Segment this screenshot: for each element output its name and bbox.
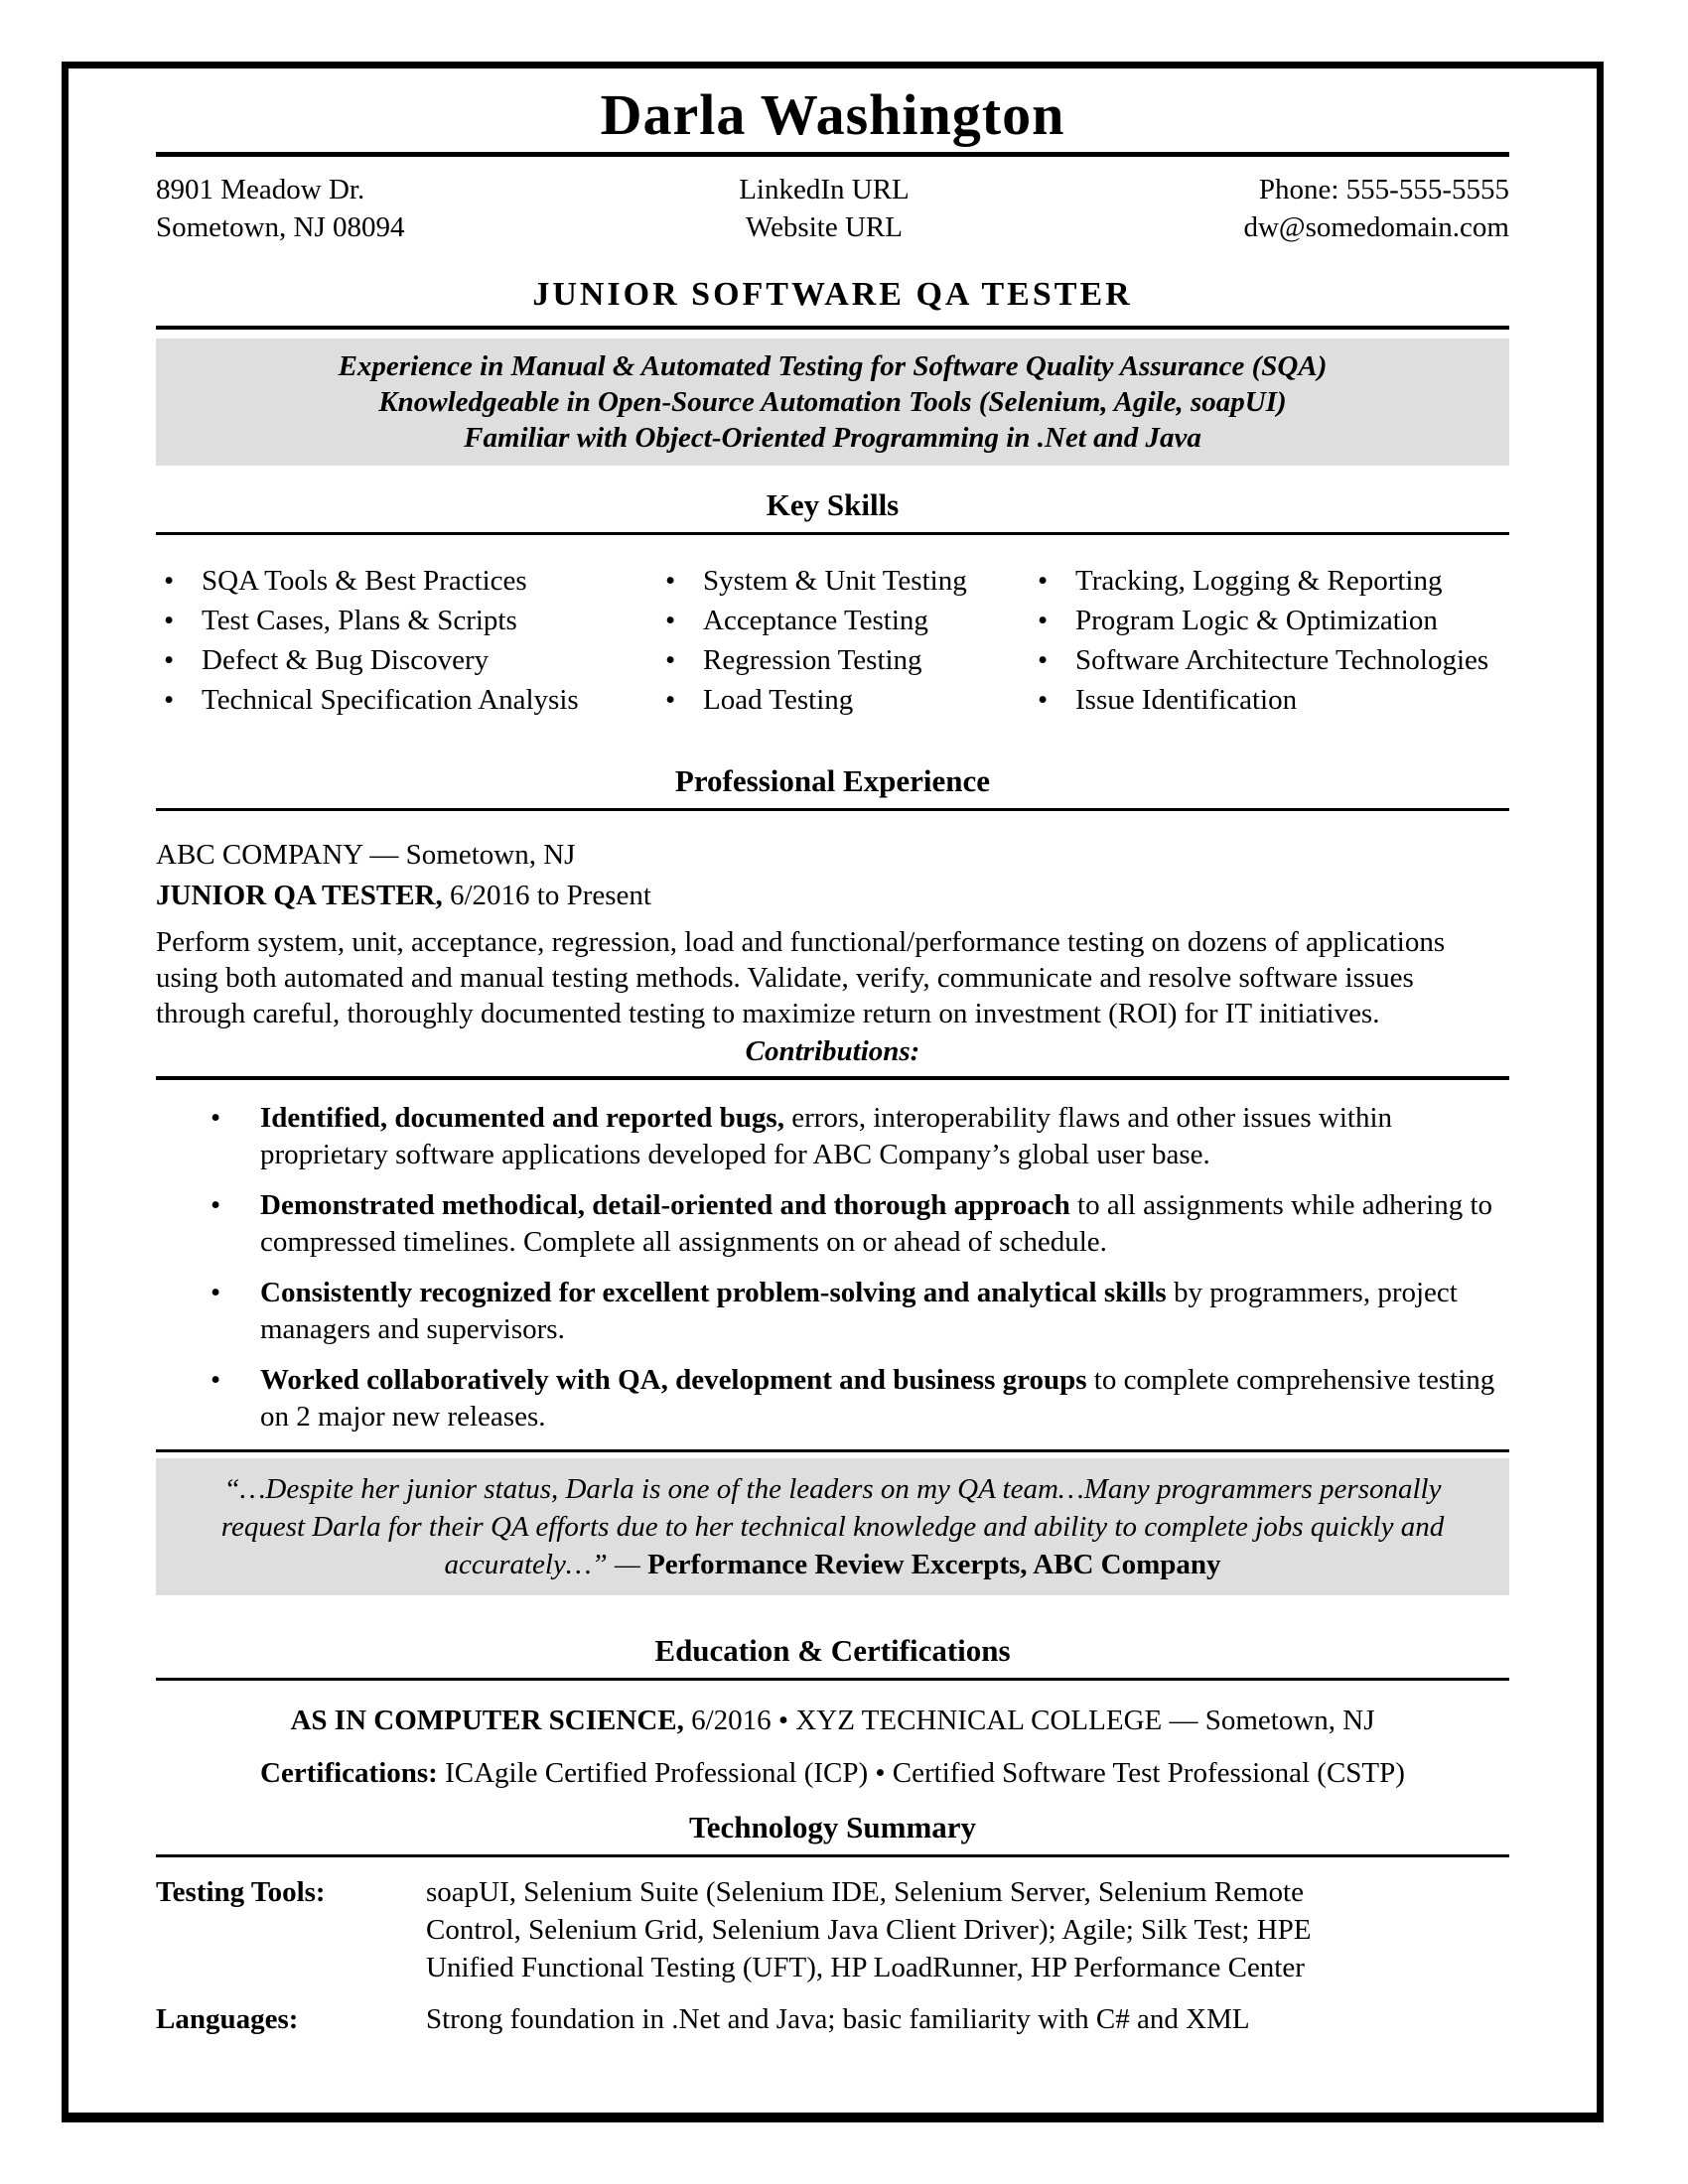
tech-value: soapUI, Selenium Suite (Selenium IDE, Selenium Server, Selenium Remote Control, Selenium Grid, Selenium Java Client Driver); Agile; Silk Test; HPE Unified Functional Testing (UFT), HP LoadRunner, HP Performance Center bbox=[426, 1876, 1312, 1983]
contributions-heading: Contributions: bbox=[156, 1033, 1509, 1080]
key-skills-column-2 bbox=[657, 561, 1030, 720]
quote-text: “…Despite her junior status, Darla is one of the leaders on my QA team…Many programmers personally request Darla for their QA efforts due to her technical knowledge and ability to complete jobs quickly and accurately…” — bbox=[220, 1473, 1445, 1580]
tech-row-languages bbox=[156, 2000, 1509, 2038]
skill-label: Test Cases, Plans & Scripts bbox=[202, 605, 517, 636]
summary-line: Knowledgeable in Open-Source Automation Tools (Selenium, Agile, soapUI) bbox=[378, 386, 1287, 418]
quote-box bbox=[156, 1458, 1509, 1595]
summary-box bbox=[156, 339, 1509, 466]
bullet-icon: • bbox=[665, 644, 676, 676]
contribution-text bbox=[260, 1187, 1509, 1261]
skill-item bbox=[1030, 640, 1509, 680]
bullet-icon: • bbox=[164, 565, 175, 597]
tech-label: Languages: bbox=[156, 2003, 299, 2035]
divider-rule bbox=[156, 1449, 1509, 1452]
skill-item bbox=[156, 640, 657, 680]
key-skills-list bbox=[156, 561, 1509, 720]
resume-page bbox=[62, 62, 1604, 2122]
skill-label: Issue Identification bbox=[1075, 684, 1298, 716]
bullet-icon: • bbox=[665, 565, 676, 597]
experience-paragraph: Perform system, unit, acceptance, regression, load and functional/performance testing on dozens of applications using both automated and manual testing methods. Validate, verify, communicate and resolve software issues through careful, thoroughly documented testing to maximize return on investment (ROI) for IT initiatives. bbox=[156, 926, 1446, 1029]
contribution-lead: Consistently recognized for excellent problem-solving and analytical skills bbox=[260, 1277, 1167, 1308]
skill-item bbox=[1030, 680, 1509, 720]
contribution-text bbox=[260, 1275, 1509, 1348]
company-line: ABC COMPANY — Sometown, NJ bbox=[156, 839, 576, 871]
bullet-icon: • bbox=[164, 644, 175, 676]
section-heading-technology: Technology Summary bbox=[156, 1808, 1509, 1857]
degree-details: 6/2016 • XYZ TECHNICAL COLLEGE — Sometown, NJ bbox=[683, 1705, 1375, 1736]
contact-phone-email bbox=[1243, 171, 1509, 246]
address-line-1: 8901 Meadow Dr. bbox=[156, 174, 365, 205]
key-skills-column-1 bbox=[156, 561, 657, 720]
contribution-item bbox=[156, 1187, 1509, 1261]
technology-rows bbox=[156, 1873, 1509, 2038]
linkedin-url: LinkedIn URL bbox=[739, 174, 910, 205]
section-heading-education: Education & Certifications bbox=[156, 1631, 1509, 1681]
bullet-icon: • bbox=[211, 1364, 221, 1396]
role-line bbox=[156, 878, 1509, 914]
skill-item bbox=[657, 640, 1030, 680]
contact-links bbox=[739, 171, 910, 246]
website-url: Website URL bbox=[746, 211, 903, 243]
skill-label: SQA Tools & Best Practices bbox=[202, 565, 527, 597]
section-heading-key-skills: Key Skills bbox=[156, 485, 1509, 535]
contribution-text bbox=[260, 1362, 1509, 1435]
bullet-icon: • bbox=[665, 684, 676, 716]
title-block bbox=[156, 80, 1509, 157]
bullet-icon: • bbox=[665, 605, 676, 636]
bullet-icon: • bbox=[1038, 605, 1049, 636]
skill-label: Acceptance Testing bbox=[703, 605, 928, 636]
contribution-item bbox=[156, 1275, 1509, 1348]
address-line-2: Sometown, NJ 08094 bbox=[156, 211, 405, 243]
contribution-lead: Worked collaboratively with QA, development and business groups bbox=[260, 1364, 1087, 1396]
bullet-icon: • bbox=[1038, 644, 1049, 676]
skill-item bbox=[156, 561, 657, 601]
skill-item bbox=[1030, 561, 1509, 601]
degree-title: AS IN COMPUTER SCIENCE, bbox=[290, 1705, 684, 1736]
skill-item bbox=[657, 680, 1030, 720]
bullet-icon: • bbox=[211, 1189, 221, 1221]
certifications-details: ICAgile Certified Professional (ICP) • Certified Software Test Professional (CSTP) bbox=[437, 1757, 1405, 1789]
bullet-icon: • bbox=[1038, 565, 1049, 597]
skill-item bbox=[156, 680, 657, 720]
bullet-icon: • bbox=[164, 605, 175, 636]
certifications-label: Certifications: bbox=[260, 1757, 438, 1789]
skill-item bbox=[657, 561, 1030, 601]
resume-name: Darla Washington bbox=[600, 82, 1065, 147]
tech-row-testing-tools bbox=[156, 1873, 1509, 1986]
contribution-rest: by programmers, project managers and supervisors. bbox=[260, 1277, 1458, 1345]
contributions-list bbox=[156, 1100, 1509, 1435]
skill-item bbox=[1030, 601, 1509, 640]
job-title: JUNIOR SOFTWARE QA TESTER bbox=[156, 274, 1509, 330]
degree-line bbox=[156, 1703, 1509, 1739]
key-skills-column-3 bbox=[1030, 561, 1509, 720]
skill-item bbox=[657, 601, 1030, 640]
skill-item bbox=[156, 601, 657, 640]
phone: Phone: 555-555-5555 bbox=[1258, 174, 1509, 205]
contribution-lead: Demonstrated methodical, detail-oriented and thorough approach bbox=[260, 1189, 1070, 1221]
skill-label: Regression Testing bbox=[703, 644, 922, 676]
role-dates: 6/2016 to Present bbox=[442, 880, 651, 911]
contribution-text bbox=[260, 1100, 1509, 1173]
contribution-item bbox=[156, 1362, 1509, 1435]
contribution-rest: to all assignments while adhering to compressed timelines. Complete all assignments on or ahead of schedule. bbox=[260, 1189, 1493, 1258]
skill-label: Tracking, Logging & Reporting bbox=[1075, 565, 1443, 597]
email: dw@somedomain.com bbox=[1243, 211, 1509, 243]
certifications-line bbox=[156, 1755, 1509, 1792]
skill-label: Defect & Bug Discovery bbox=[202, 644, 490, 676]
contact-row bbox=[156, 171, 1509, 246]
summary-line: Experience in Manual & Automated Testing for Software Quality Assurance (SQA) bbox=[338, 350, 1328, 382]
role-title: JUNIOR QA TESTER, bbox=[156, 880, 443, 911]
section-heading-professional-experience: Professional Experience bbox=[156, 761, 1509, 811]
summary-line: Familiar with Object-Oriented Programming in .Net and Java bbox=[464, 422, 1201, 454]
skill-label: Software Architecture Technologies bbox=[1075, 644, 1489, 676]
tech-label: Testing Tools: bbox=[156, 1876, 326, 1908]
contact-address bbox=[156, 171, 405, 246]
bullet-icon: • bbox=[1038, 684, 1049, 716]
skill-label: Program Logic & Optimization bbox=[1075, 605, 1438, 636]
contribution-rest: errors, interoperability flaws and other issues within proprietary software applications developed for ABC Company’s global user base. bbox=[260, 1102, 1393, 1170]
tech-value: Strong foundation in .Net and Java; basic familiarity with C# and XML bbox=[426, 2003, 1250, 2035]
skill-label: Load Testing bbox=[703, 684, 854, 716]
skill-label: System & Unit Testing bbox=[703, 565, 967, 597]
contribution-rest: to complete comprehensive testing on 2 major new releases. bbox=[260, 1364, 1495, 1433]
bullet-icon: • bbox=[164, 684, 175, 716]
skill-label: Technical Specification Analysis bbox=[202, 684, 579, 716]
quote-attribution: Performance Review Excerpts, ABC Company bbox=[647, 1549, 1221, 1580]
bullet-icon: • bbox=[211, 1102, 221, 1134]
contribution-lead: Identified, documented and reported bugs, bbox=[260, 1102, 784, 1134]
bullet-icon: • bbox=[211, 1277, 221, 1308]
contribution-item bbox=[156, 1100, 1509, 1173]
